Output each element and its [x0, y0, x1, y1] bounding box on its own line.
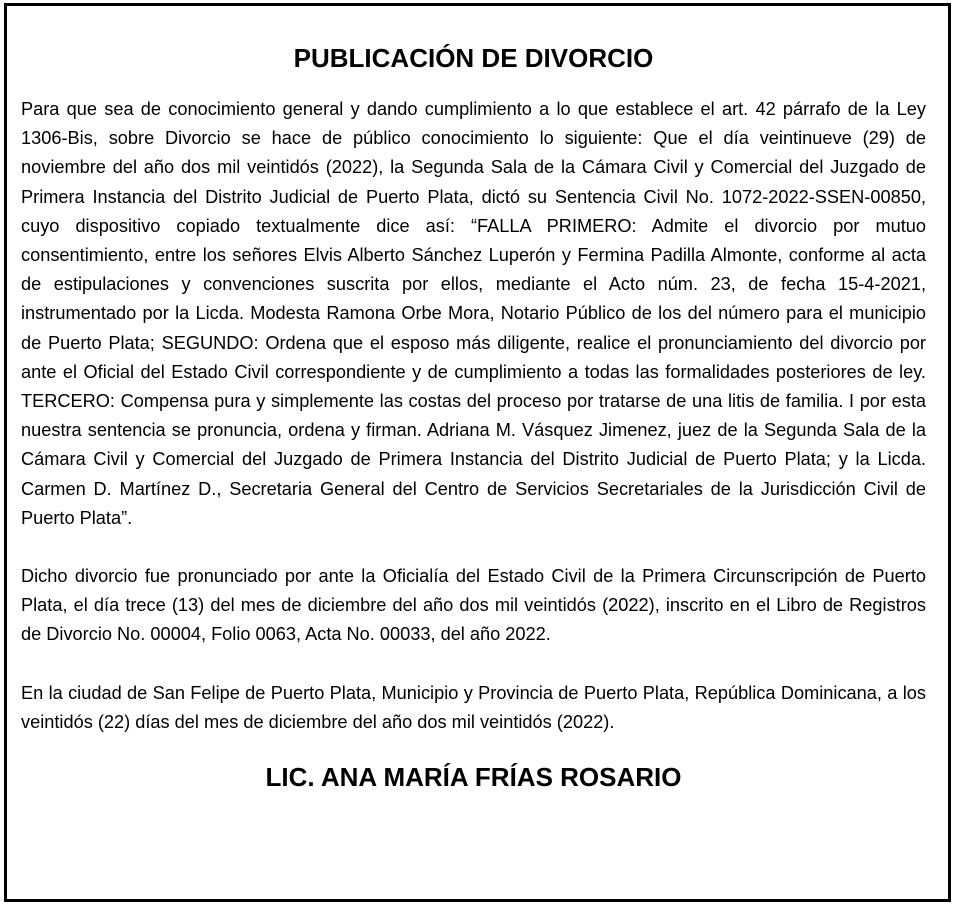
divorce-notice	[4, 3, 951, 902]
signatory-name: LIC. ANA MARÍA FRÍAS ROSARIO	[265, 762, 682, 793]
notice-paragraph-place-date: En la ciudad de San Felipe de Puerto Plata, Municipio y Provincia de Puerto Plata, República Dominicana, a los veintidós (22) días del mes de diciembre del año dos mil veintidós (2022).	[21, 682, 926, 732]
notice-title: PUBLICACIÓN DE DIVORCIO	[293, 43, 654, 73]
notice-paragraph-registration: Dicho divorcio fue pronunciado por ante la Oficialía del Estado Civil de la Primera Circunscripción de Puerto Plata, el día trece (13) del mes de diciembre del año dos mil veintidós (2022), inscrito en el Libro de Registros de Divorcio No. 00004, Folio 0063, Acta No. 00033, del año 2022.	[21, 566, 926, 645]
notice-paragraph-sentence: Para que sea de conocimiento general y dando cumplimiento a lo que establece el art. 42 párrafo de la Ley 1306-Bis, sobre Divorcio se hace de público conocimiento lo siguiente: Que el día veintinueve (29) de noviembre del año dos mil veintidós (2022), la Segunda Sala de la Cámara Civil y Comercial del Juzgado de Primera Instancia del Distrito Judicial de Puerto Plata, dictó su Sentencia Civil No. 1072-2022-SSEN-00850, cuyo dispositivo copiado textualmente dice así: “FALLA PRIMERO: Admite el divorcio por mutuo consentimiento, entre los señores Elvis Alberto Sánchez Luperón y Fermina Padilla Almonte, conforme al acta de estipulaciones y convenciones suscrita por ellos, mediante el Acto núm. 23, de fecha 15-4-2021, instrumentado por la Licda. Modesta Ramona Orbe Mora, Notario Público de los del número para el municipio de Puerto Plata; SEGUNDO: Ordena que el esposo más diligente, realice el pronunciamiento del divorcio por ante el Oficial del Estado Civil correspondiente y de cumplimiento a todas las formalidades posteriores de ley. TERCERO: Compensa pura y simplemente las costas del proceso por tratarse de una litis de familia. I por esta nuestra sentencia se pronuncia, ordena y firman. Adriana M. Vásquez Jimenez, juez de la Segunda Sala de la Cámara Civil y Comercial del Juzgado de Primera Instancia del Distrito Judicial de Puerto Plata; y la Licda. Carmen D. Martínez D., Secretaria General del Centro de Servicios Secretariales de la Jurisdicción Civil de Puerto Plata”.	[21, 99, 926, 528]
